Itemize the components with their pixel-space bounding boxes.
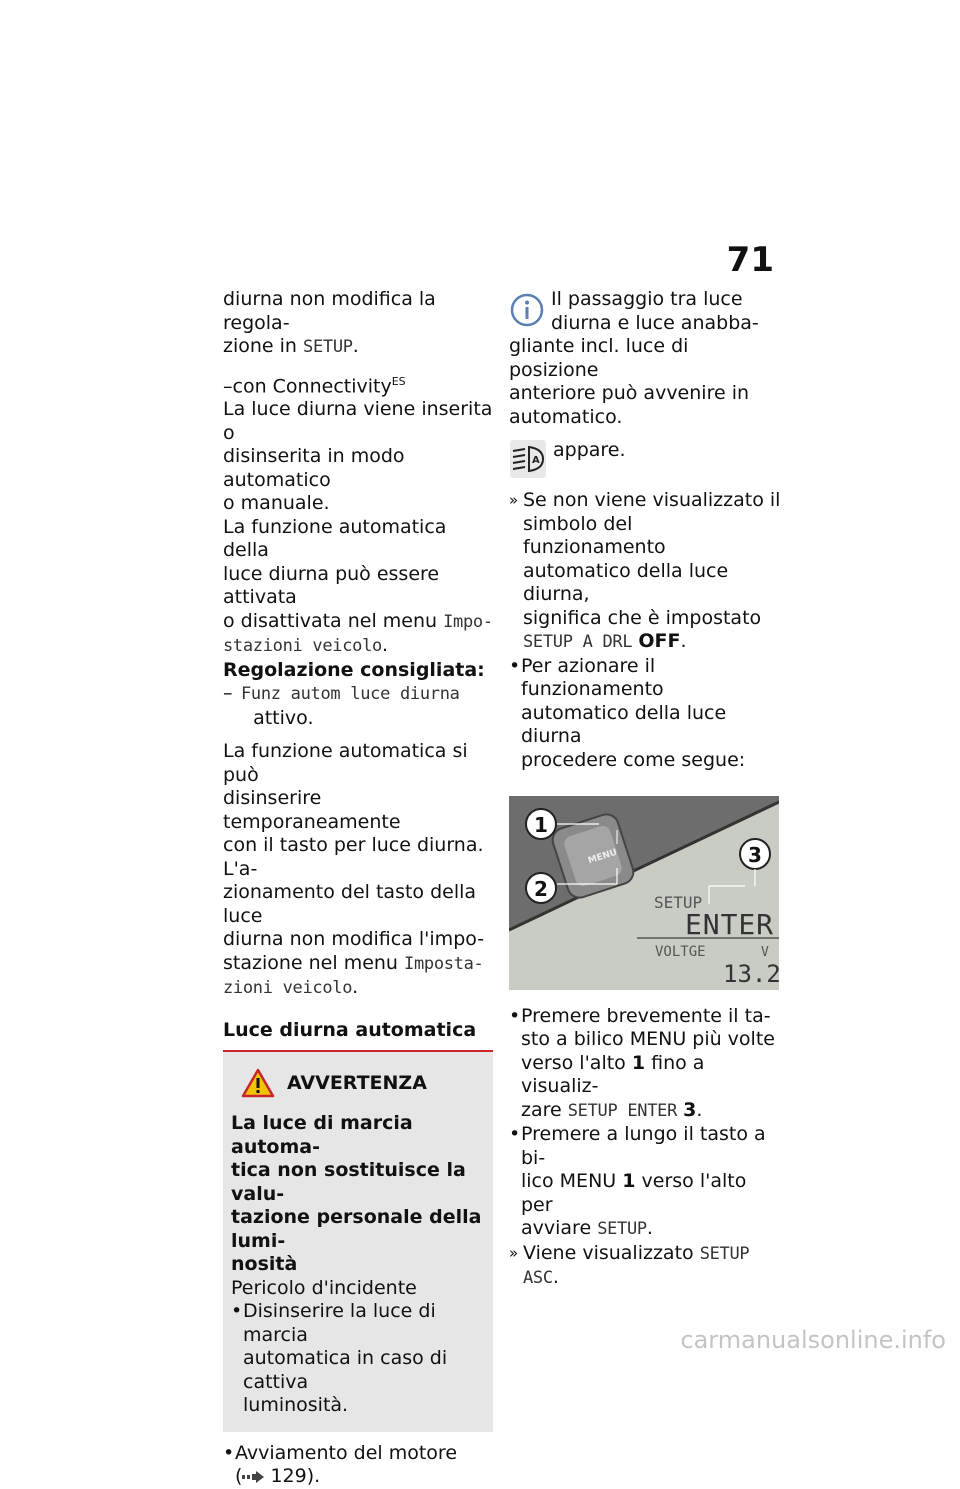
instrument-figure [509, 796, 779, 990]
page-number: 71 [726, 240, 774, 280]
figure-callout-1 [526, 809, 556, 839]
info-note: Il passaggio tra luce diurna e luce anabba- [509, 288, 781, 335]
figure-lcd-unit: V [761, 945, 769, 960]
figure-lcd-voltage: VOLTGE [655, 944, 706, 960]
intro-text: diurna non modifica la regola- zione in SETUP. [223, 288, 436, 357]
warning-instruction: • Disinserire la luce di marcia automatica in caso di cattiva luminosità. [231, 1300, 448, 1417]
temporary-text: La funzione automatica si può disinserire temporaneamente con il tasto per luce diurna. L'a- zionamento del tasto della luce diurna non modifica l'impo- stazione nel menu Imposta- zioni veicolo. [223, 740, 485, 999]
result-2: » Viene visualizzato SETUP ASC. [509, 1241, 750, 1288]
figure-menu-label: MENU [586, 847, 619, 867]
result-1: » Se non viene visualizzato il simbolo del funzionamento automatico della luce diurna, significa che è impostato SETUP A DRL OFF. [509, 489, 781, 652]
svg-text:A: A [532, 455, 540, 466]
svg-text:3: 3 [748, 843, 762, 867]
svg-text:2: 2 [534, 877, 548, 901]
figure-callout-3 [740, 839, 770, 869]
auto-light-indicator: A appare. [509, 439, 781, 479]
figure-lcd-setup: SETUP [654, 893, 703, 912]
figure-lcd-value: 13.2 [723, 960, 779, 988]
right-column [509, 288, 781, 1291]
info-note-text: gliante incl. luce di posizione anteriore può avvenire in automatico. [509, 335, 750, 428]
action-intro: • Per azionare il funzionamento automatico della luce diurna procedere come segue: [509, 654, 746, 771]
step-1: • Premere brevemente il ta- sto a bilico MENU più volte verso l'alto 1 fino a visualiz- zare SETUP ENTER 3. [509, 1004, 775, 1121]
warning-hazard: Pericolo d'incidente [231, 1276, 417, 1299]
warning-title: AVVERTENZA [241, 1068, 485, 1098]
figure-callout-2 [526, 873, 556, 903]
warning-triangle-icon [241, 1068, 275, 1098]
warning-statement: La luce di marcia automa- tica non sostituisce la valu- tazione personale della lumi- nosità [231, 1112, 482, 1276]
page-reference-arrow-icon [242, 1471, 264, 1483]
warning-box [223, 1050, 493, 1432]
svg-text:1: 1 [534, 813, 548, 837]
connectivity-label: –con Connectivity$^{ES}$ [223, 374, 406, 397]
left-column [223, 288, 493, 1489]
recommended-setting: – Funz autom luce diurna attivo. [223, 682, 460, 729]
auto-headlight-icon [509, 439, 547, 479]
figure-lcd-enter: ENTER [685, 908, 773, 941]
step-2: • Premere a lungo il tasto a bi- lico MENU 1 verso l'alto per avviare SETUP. [509, 1123, 766, 1239]
recommended-heading: Regolazione consigliata: [223, 658, 485, 681]
section-heading: Luce diurna automatica [223, 1018, 477, 1041]
watermark: carmanualsonline.info [680, 1326, 946, 1354]
connectivity-text: La luce diurna viene inserita o disinserita in modo automatico o manuale. [223, 398, 493, 515]
prerequisite: • Avviamento del motore ( 129). [223, 1441, 458, 1488]
info-icon [509, 292, 545, 328]
function-text: La funzione automatica della luce diurna può essere attivata o disattivata nel menu Impo- stazioni veicolo. [223, 515, 493, 657]
